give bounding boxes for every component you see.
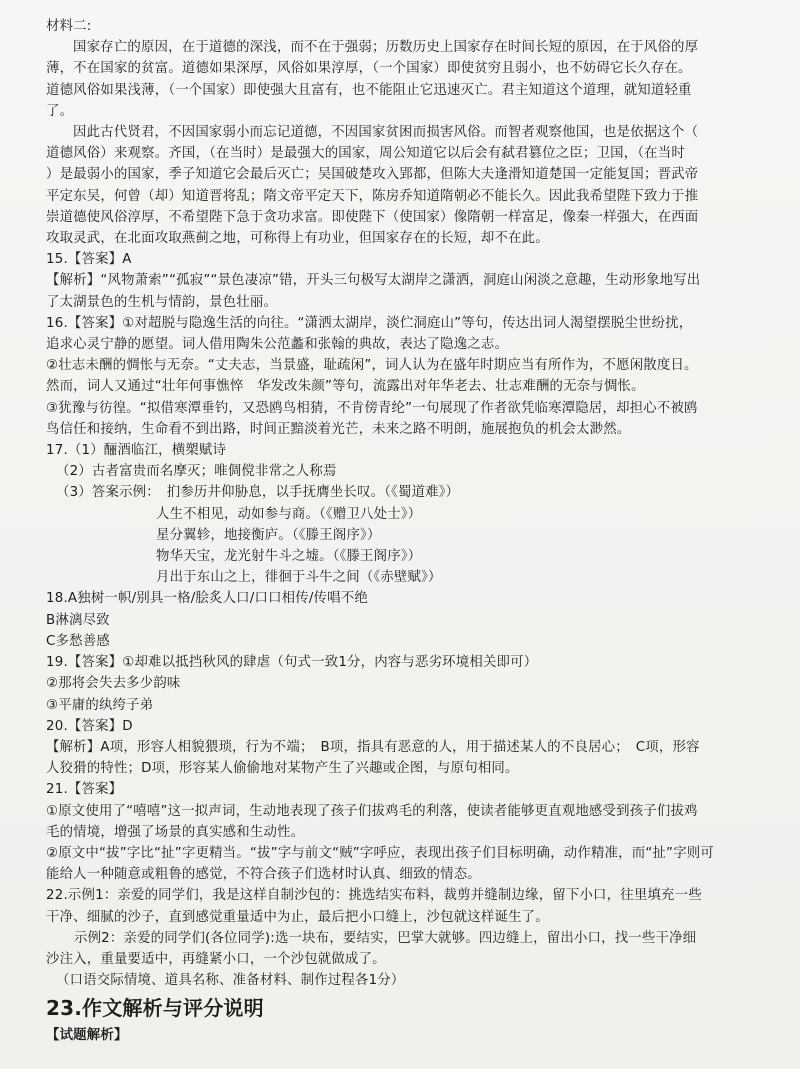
text-line: 攻取灵武，在北面攻取燕蓟之地，可称得上有功业，但国家存在的长短，却不在此。	[46, 231, 549, 247]
text-line: 示例2：亲爱的同学们(各位同学):选一块布，要结实，巴掌大就够。四边缝上，留出小口，找一些干净细	[74, 930, 697, 946]
text-line: 国家存亡的原因，在于道德的深浅，而不在于强弱；历数历史上国家存在时间长短的原因，在于风俗的厚	[73, 40, 699, 56]
text-line: ②壮志未酬的惆怅与无奈。“丈夫志，当景盛，耻疏闲”，词人认为在盛年时期应当有所作为，不愿闲散度日。	[46, 358, 698, 374]
text-line: 物华天宝，龙光射牛斗之墟。（《滕王阁序》）	[156, 549, 422, 565]
analysis-label: 【试题解析】	[46, 1028, 128, 1044]
answer-20: 20.【答案】D	[46, 718, 133, 734]
text-line: 毛的情境，增强了场景的真实感和生动性。	[46, 824, 305, 840]
text-line: 人狡猾的特性；D项，形容某人偷偷地对某物产生了兴趣或企图，与原句相同。	[46, 761, 519, 777]
text-line: ③犹豫与彷徨。“拟借寒潭垂钓，又恐鸥鸟相猜，不肯傍青纶”一句展现了作者欲凭临寒潭隐居，却担心不被鸥	[46, 400, 698, 416]
answer-19: 19.【答案】①却难以抵挡秋风的肆虐（句式一致1分，内容与恶劣环境相关即可）	[46, 655, 538, 671]
text-line: 道德风俗如果浅薄，（一个国家）即使强大且富有，也不能阻止它迅速灭亡。君主知道这个道理，就知道轻重	[46, 82, 692, 98]
text-line: ③平庸的纨绔子弟	[46, 697, 154, 713]
answer-18: 18.A独树一帜/别具一格/脍炙人口/口口相传/传唱不绝	[46, 591, 368, 607]
text-line: 了太湖景色的生机与情韵，景色壮丽。	[46, 294, 278, 310]
text-line: 人生不相见，动如参与商。（《赠卫八处士》）	[156, 506, 422, 522]
text-line: 【解析】A项，形容人相貌猥琐，行为不端； B项，指具有恶意的人，用于描述某人的不良居心； C项，形容	[46, 739, 700, 755]
text-line: 月出于东山之上，徘徊于斗牛之间（《赤壁赋》）	[156, 570, 442, 586]
text-line: （口语交际情境、道具名称、准备材料、制作过程各1分）	[56, 973, 405, 989]
text-line: 星分翼轸，地接衡庐。（《滕王阁序》）	[156, 527, 381, 543]
text-line: 干净、细腻的沙子，直到感觉重量适中为止，最后把小口缝上，沙包就这样诞生了。	[46, 909, 549, 925]
text-line: C多愁善感	[46, 633, 110, 649]
text-line: 薄，不在国家的贫富。道德如果深厚，风俗如果淳厚，（一个国家）即使贫穷且弱小，也不妨碍它长久存在。	[46, 61, 692, 77]
text-line: 能给人一种随意或粗鲁的感觉，不符合孩子们选材时认真、细致的情态。	[46, 867, 481, 883]
material-heading: 材料二:	[46, 19, 92, 34]
text-line: 崇道德使风俗淳厚，不希望陛下急于贪功求富。即使陛下（使国家）像隋朝一样富足，像秦一样强大，在西面	[46, 209, 699, 225]
answer-17: 17.（1）酾酒临江，横槊赋诗	[46, 443, 227, 459]
answer-21: 21.【答案】	[46, 782, 123, 798]
text-line: ②那将会失去多少韵味	[46, 676, 181, 692]
text-line: 平定东吴，何曾（却）知道晋将乱；隋文帝平定天下，陈房乔知道隋朝必不能长久。因此我希望陛下致力于推	[46, 188, 699, 204]
text-line: ②原文中“拔”字比“扯”字更精当。“拔”字与前文“贼”字呼应，表现出孩子们目标明确，动作精准，而“扯”字则可	[46, 845, 714, 861]
text-line: ）是最弱小的国家，季子知道它会最后灭亡；吴国破楚攻入郢都，但陈大夫逢滑知道楚国一定能复国；晋武帝	[46, 167, 699, 183]
answer-15: 15.【答案】A	[46, 252, 132, 268]
text-line: ①原文使用了“嘻嘻”这一拟声词，生动地表现了孩子们拔鸡毛的利落，使读者能够更直观地感受到孩子们拔鸡	[46, 803, 698, 819]
text-line: 道德风俗）来观察。齐国，（在当时）是最强大的国家，周公知道它以后会有弑君篡位之臣；卫国，（在当时	[46, 146, 685, 162]
text-line: 【解析】“风物萧索”“孤寂”“景色凄凉”错，开头三句极写太湖岸之潇洒，洞庭山闲淡之意趣，生动形象地写出	[46, 273, 701, 289]
text-line: （2）古者富贵而名摩灭；唯倜傥非常之人称焉	[56, 464, 337, 480]
text-line: 追求心灵宁静的愿望。词人借用陶朱公范蠡和张翰的典故，表达了隐逸之志。	[46, 337, 509, 353]
text-line: B淋漓尽致	[46, 612, 110, 628]
text-line: 沙注入，重量要适中，再缝紧小口，一个沙包就做成了。	[46, 951, 386, 967]
text-line: 鸟信任和接纳，生命看不到出路，时间正黯淡着光芒，未来之路不明朗，施展抱负的机会太渺然。	[46, 421, 631, 437]
answer-16: 16.【答案】①对超脱与隐逸生活的向往。“潇洒太湖岸，淡伫洞庭山”等句，传达出词人渴望摆脱尘世纷扰，	[46, 315, 693, 331]
text-line: （3）答案示例： 扪参历井仰胁息，以手抚膺坐长叹。（《蜀道难》）	[56, 485, 460, 501]
text-line: 因此古代贤君，不因国家弱小而忘记道德，不因国家贫困而损害风俗。而智者观察他国，也是依据这个（	[73, 125, 699, 141]
text-line: 了。	[46, 103, 74, 119]
answer-22: 22.示例1：亲爱的同学们，我是这样自制沙包的：挑选结实布料，裁剪并缝制边缘，留下小口，往里填充一些	[46, 888, 702, 904]
text-line: 然而，词人又通过“壮年何事憔悴 华发改朱颜”等句，流露出对年华老去、壮志难酬的无奈与惆怅。	[46, 379, 645, 395]
section-heading-23: 23.作文解析与评分说明	[46, 996, 264, 1021]
